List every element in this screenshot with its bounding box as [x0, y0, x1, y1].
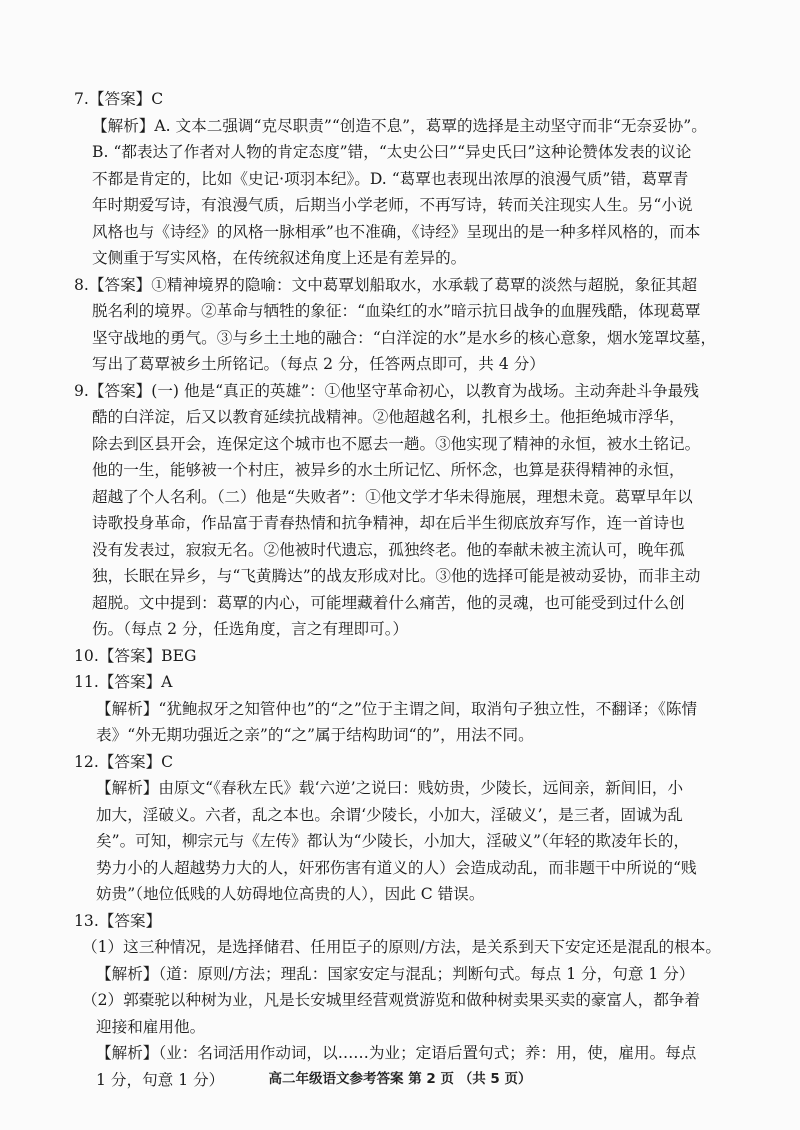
text-line: 风格也与《诗经》的风格一脉相承”也不准确，《诗经》呈现出的是一种多样风格的，而本: [92, 222, 701, 241]
text-line: 不都是肯定的，比如《史记·项羽本纪》。D. “葛覃也表现出浓厚的浪漫气质”错，葛覃青: [92, 169, 689, 188]
text-line: 独，长眠在异乡，与“飞黄腾达”的战友形成对比。③他的选择可能是被动妥协，而非主动: [92, 567, 701, 585]
text-line: 13.【答案】: [74, 911, 162, 930]
text-line: 没有发表过，寂寂无名。②他被时代遗忘，孤独终老。他的奉献未被主流认可，晚年孤: [92, 540, 685, 559]
text-line: 伤。（每点 2 分，任选角度，言之有理即可。）: [92, 620, 409, 638]
text-line: 迎接和雇用他。: [96, 1017, 206, 1036]
text-line: B. “都表达了作者对人物的肯定态度”错，“太史公曰”“异史氏曰”这种论赞体发表的议论: [92, 143, 692, 161]
text-line: 除去到区县开会，连保定这个城市也不愿去一趟。③他实现了精神的永恒，被水土铭记。: [92, 434, 701, 453]
page-footer: 高二年级语文参考答案 第 2 页 （共 5 页）: [268, 1071, 532, 1087]
text-line: 【解析】（业：名词活用作动词，以……为业；定语后置句式；养：用，使，雇用。每点: [96, 1044, 697, 1062]
text-line: 【解析】A. 文本二强调“克尽职责”“创造不息”，葛覃的选择是主动坚守而非“无奈妥协”。: [92, 116, 707, 135]
text-line: 9.【答案】(一) 他是“真正的英雄”：①他坚守革命初心，以教育为战场。主动奔赴斗争最残: [74, 381, 699, 400]
text-line: 写出了葛覃被乡土所铭记。（每点 2 分，任答两点即可，共 4 分）: [92, 355, 545, 373]
text-line: 坚守战地的勇气。③与乡土土地的融合：“白洋淀的水”是水乡的核心意象，烟水笼罩坟墓，: [92, 328, 717, 347]
text-line: 他的一生，能够被一个村庄，被异乡的水土所记忆、所怀念，也算是获得精神的永恒，: [92, 461, 685, 479]
text-line: 【解析】“犹鲍叔牙之知管仲也”的“之”位于主谓之间，取消句子独立性，不翻译；《陈情: [96, 699, 698, 718]
text-line: 超脱。文中提到：葛覃的内心，可能埋藏着什么痛苦，他的灵魂，也可能受到过什么创: [92, 593, 685, 612]
text-line: 年时期爱写诗，有浪漫气质，后期当小学老师，不再写诗，转而关注现实人生。另“小说: [92, 196, 693, 214]
text-line: 8.【答案】①精神境界的隐喻：文中葛覃划船取水，水承载了葛覃的淡然与超脱，象征其超: [74, 275, 698, 294]
text-line: 势力小的人超越势力大的人，奸邪伤害有道义的人）会造成动乱，而非题干中所说的“贱: [96, 858, 697, 877]
text-line: （1）这三种情况，是选择储君、任用臣子的原则/方法，是关系到天下安定还是混乱的根本。: [82, 938, 721, 956]
text-line: 10.【答案】BEG: [74, 646, 197, 665]
text-line: 酷的白洋淀，后又以教育延续抗战精神。②他超越名利，扎根乡土。他拒绝城市浮华，: [92, 408, 685, 426]
answer-content: [74, 86, 754, 1093]
text-line: 诗歌投身革命，作品富于青春热情和抗争精神，却在后半生彻底放弃写作，连一首诗也: [92, 514, 685, 532]
text-line: 11.【答案】A: [74, 673, 173, 691]
text-line: 1 分，句意 1 分）: [96, 1070, 225, 1089]
text-line: 脱名利的境界。②革命与牺牲的象征：“血染红的水”暗示抗日战争的血腥残酷，体现葛覃: [92, 302, 701, 320]
text-line: 7.【答案】C: [74, 90, 164, 108]
text-line: 12.【答案】C: [74, 752, 174, 771]
text-line: 妨贵”（地位低贱的人妨碍地位高贵的人），因此 C 错误。: [96, 885, 485, 903]
text-line: 文侧重于写实风格，在传统叙述角度上还是有差异的。: [92, 249, 467, 267]
text-line: 【解析】由原文“《春秋左氏》载‘六逆’之说曰：贱妨贵，少陵长，远间亲，新间旧，小: [96, 779, 684, 797]
text-line: 加大，淫破义。六者，乱之本也。余谓‘少陵长，小加大，淫破义’，是三者，固诚为乱: [96, 805, 683, 824]
text-line: 表》“外无期功强近之亲”的“之”属于结构助词“的”，用法不同。: [96, 726, 534, 744]
text-line: 超越了个人名利。（二）他是“失败者”：①他文学才华未得施展，理想未竟。葛覃早年以: [92, 487, 693, 506]
text-line: （2）郭橐驼以种树为业，凡是长安城里经营观赏游览和做种树卖果买卖的豪富人，都争着: [82, 991, 701, 1009]
text-line: 【解析】（道：原则/方法；理乱：国家安定与混乱；判断句式。每点 1 分，句意 1 分）: [96, 964, 695, 983]
text-line: 矣”。可知，柳宗元与《左传》都认为“少陵长，小加大，淫破义”（年轻的欺凌年长的，: [96, 832, 690, 850]
